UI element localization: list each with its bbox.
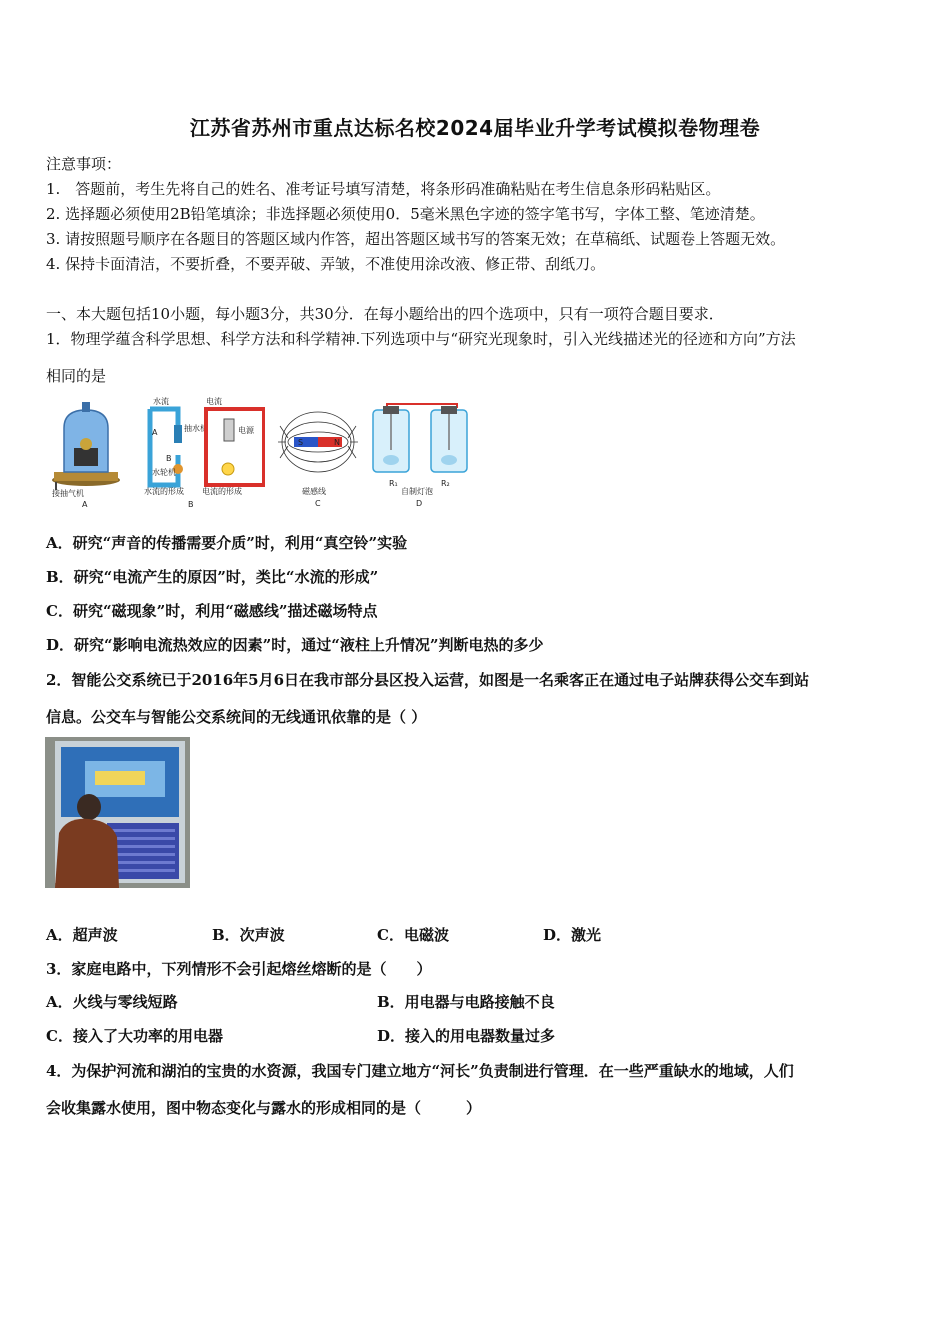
fig-b-caption-water: 水流的形成 (144, 487, 184, 496)
q1-stem-line2: 相同的是 (46, 367, 107, 385)
q1-stem-line1: 1．物理学蕴含科学思想、科学方法和科学精神.下列选项中与“研究光现象时，引入光线描述光的径迹和方向”方法 (46, 330, 796, 348)
fig-b-current-label: 电流 (206, 397, 222, 406)
bell-icon (80, 438, 92, 450)
water-tank (174, 425, 182, 443)
fig-d-r1: R₁ (389, 479, 398, 488)
fig-d-caption: 自制灯泡 (401, 487, 433, 496)
bell-jar-knob (82, 402, 90, 412)
q2-option-c[interactable]: C．电磁波 (377, 926, 449, 944)
q3-option-d[interactable]: D．接入的用电器数量过多 (377, 1027, 556, 1045)
section-heading: 一、本大题包括10小题，每小题3分，共30分．在每小题给出的四个选项中，只有一项符合题目要求． (46, 305, 724, 323)
q3-option-b[interactable]: B．用电器与电路接触不良 (377, 993, 555, 1011)
fig-b-battery-label: 电源 (238, 426, 254, 435)
fig-b-point-b: B (166, 454, 172, 463)
lamp-icon (222, 463, 234, 475)
q2-option-a[interactable]: A．超声波 (46, 926, 118, 944)
fig-a-letter: A (82, 500, 88, 509)
q1-option-c[interactable]: C．研究“磁现象”时，利用“磁感线”描述磁场特点 (46, 602, 378, 620)
passenger-body (55, 819, 119, 888)
q2-stem-line2: 信息。公交车与智能公交系统间的无线通讯依靠的是（ ） (46, 708, 427, 726)
q2-option-b[interactable]: B．次声波 (212, 926, 285, 944)
battery-icon (224, 419, 234, 441)
bell-device (74, 448, 98, 466)
page-title: 江苏省苏州市重点达标名校2024届毕业升学考试模拟卷物理卷 (189, 116, 761, 140)
fig-c-n: N (334, 438, 340, 447)
fig-b-caption-current: 电流的形成 (202, 487, 242, 496)
q2-photo-bus-stop (45, 737, 190, 888)
fig-d-letter: D (416, 499, 423, 508)
notice-item-1: 1. 答题前，考生先将自己的姓名、准考证号填写清楚，将条形码准确粘贴在考生信息条形码粘贴区。 (46, 180, 721, 198)
circuit-wire (206, 409, 264, 485)
stopper-r1 (383, 406, 399, 414)
fig-b-letter: B (188, 500, 194, 509)
q3-option-a[interactable]: A．火线与零线短路 (46, 993, 178, 1011)
notice-heading: 注意事项： (46, 155, 122, 173)
notice-item-3: 3. 请按照题号顺序在各题目的答题区域内作答，超出答题区域书写的答案无效；在草稿纸、试题卷上答题无效。 (46, 230, 786, 248)
q1-option-b[interactable]: B．研究“电流产生的原因”时，类比“水流的形成” (46, 568, 379, 586)
q1-figure-b (140, 395, 265, 510)
q4-stem-line1: 4．为保护河流和湖泊的宝贵的水资源，我国专门建立地方“河长”负责制进行管理．在一些严重缺水的地域，人们 (46, 1062, 794, 1080)
q4-stem-line2: 会收集露水使用，图中物态变化与露水的形成相同的是（ ） (46, 1099, 482, 1117)
q1-figure-d (367, 400, 477, 510)
fig-b-water-label: 水流 (153, 397, 169, 406)
q1-option-d[interactable]: D．研究“影响电流热效应的因素”时，通过“液柱上升情况”判断电热的多少 (46, 636, 544, 654)
liquid-r1 (383, 455, 399, 465)
notice-item-4: 4. 保持卡面清洁，不要折叠，不要弄破、弄皱，不准使用涂改液、修正带、刮纸刀。 (46, 255, 606, 273)
q1-option-a[interactable]: A．研究“声音的传播需要介质”时，利用“真空铃”实验 (46, 534, 408, 552)
fig-c-letter: C (315, 499, 321, 508)
q2-stem-line1: 2．智能公交系统已于2016年5月6日在我市部分县区投入运营，如图是一名乘客正在通过电子站牌获得公交车到站 (46, 671, 810, 689)
notice-item-2: 2. 选择题必须使用2B铅笔填涂；非选择题必须使用0．5毫米黑色字迹的签字笔书写，字体工整、笔迹清楚。 (46, 205, 765, 223)
screen-bus-image (95, 771, 145, 785)
q1-figure-a (46, 398, 126, 510)
fig-b-pump-label: 抽水机 (184, 424, 208, 433)
q3-option-c[interactable]: C．接入了大功率的用电器 (46, 1027, 223, 1045)
fig-c-s: S (298, 438, 304, 447)
fig-b-point-a: A (152, 428, 158, 437)
q2-option-d[interactable]: D．激光 (543, 926, 602, 944)
fig-d-r2: R₂ (441, 479, 450, 488)
q3-stem: 3．家庭电路中，下列情形不会引起熔丝熔断的是（ ） (46, 960, 432, 978)
bell-jar-plate (54, 472, 118, 481)
fig-b-turbine-label: 水轮机 (152, 468, 176, 477)
passenger-head (77, 794, 101, 820)
fig-c-caption: 磁感线 (302, 487, 326, 496)
liquid-r2 (441, 455, 457, 465)
stopper-r2 (441, 406, 457, 414)
fig-a-caption: 接抽气机 (52, 489, 84, 498)
q1-figure-c (278, 398, 358, 510)
